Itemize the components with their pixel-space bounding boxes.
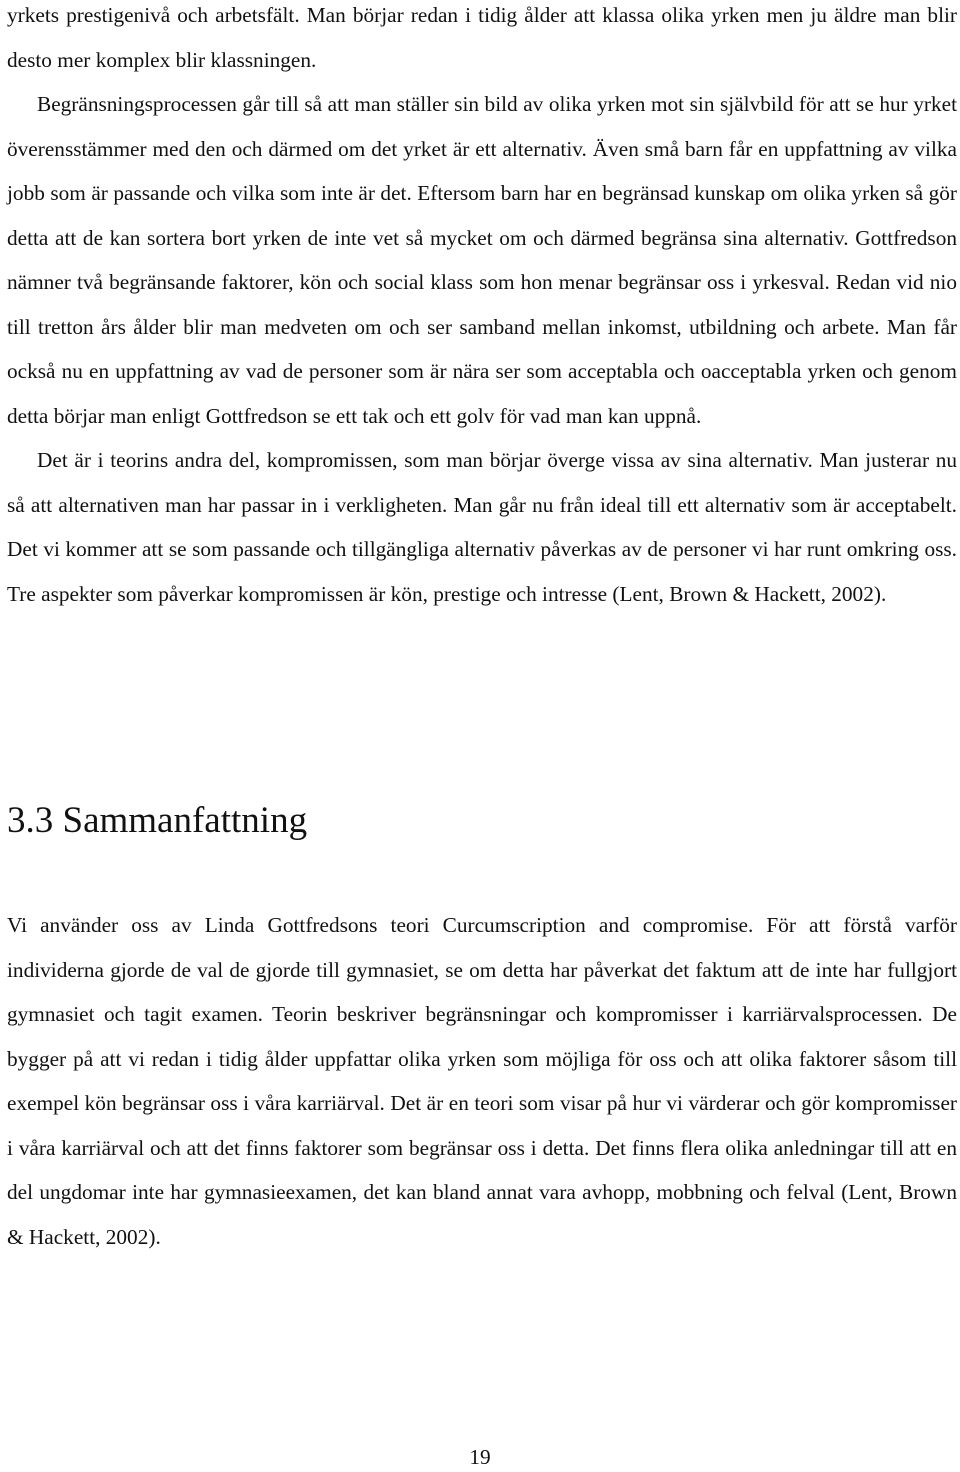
summary-paragraph: Vi använder oss av Linda Gottfredsons teori Curcumscription and compromise. För att förstå varför individerna gjorde de val de gjorde till gymnasiet, se om detta har påverkat det faktum att de inte har fullgjort gymnasiet och tagit examen. Teorin beskriver begränsningar och kompromisser i karriärvalsprocessen. De bygger på att vi redan i tidig ålder uppfattar olika yrken som möjliga för oss och att olika faktorer såsom till exempel kön begränsar oss i våra karriärval. Det är en teori som visar på hur vi värderar och gör kompromisser i våra karriärval och att det finns faktorer som begränsar oss i detta. Det finns flera olika anledningar till att en del ungdomar inte har gymnasieexamen, det kan bland annat vara avhopp, mobbning och felval (Lent, Brown & Hackett, 2002). bbox=[7, 913, 957, 1249]
document-page bbox=[7, 0, 957, 616]
page-number: 19 bbox=[469, 1445, 491, 1469]
section-heading: 3.3 Sammanfattning bbox=[7, 800, 308, 841]
summary-section bbox=[7, 903, 957, 1259]
body-paragraph-compromise: Det är i teorins andra del, kompromissen, som man börjar överge vissa av sina alternativ. Man justerar nu så att alternativen man har passar in i verkligheten. Man går nu från ideal till ett alternativ som är acceptabelt. Det vi kommer att se som passande och tillgängliga alternativ påverkas av de personer vi har runt omkring oss. Tre aspekter som påverkar kompromissen är kön, prestige och intresse (Lent, Brown & Hackett, 2002). bbox=[7, 448, 957, 606]
body-paragraph-restriction: Begränsningsprocessen går till så att man ställer sin bild av olika yrken mot sin självbild för att se hur yrket överensstämmer med den och därmed om det yrket är ett alternativ. Även små barn får en uppfattning av vilka jobb som är passande och vilka som inte är det. Eftersom barn har en begränsad kunskap om olika yrken så gör detta att de kan sortera bort yrken de inte vet så mycket om och därmed begränsa sina alternativ. Gottfredson nämner två begränsande faktorer, kön och social klass som hon menar begränsar oss i yrkesval. Redan vid nio till tretton års ålder blir man medveten om och ser samband mellan inkomst, utbildning och arbete. Man får också nu en uppfattning av vad de personer som är nära ser som acceptabla och oacceptabla yrken och genom detta börjar man enligt Gottfredson se ett tak och ett golv för vad man kan uppnå. bbox=[7, 92, 957, 428]
body-paragraph-continued: yrkets prestigenivå och arbetsfält. Man börjar redan i tidig ålder att klassa olika yrken men ju äldre man blir desto mer komplex blir klassningen. bbox=[7, 3, 957, 72]
